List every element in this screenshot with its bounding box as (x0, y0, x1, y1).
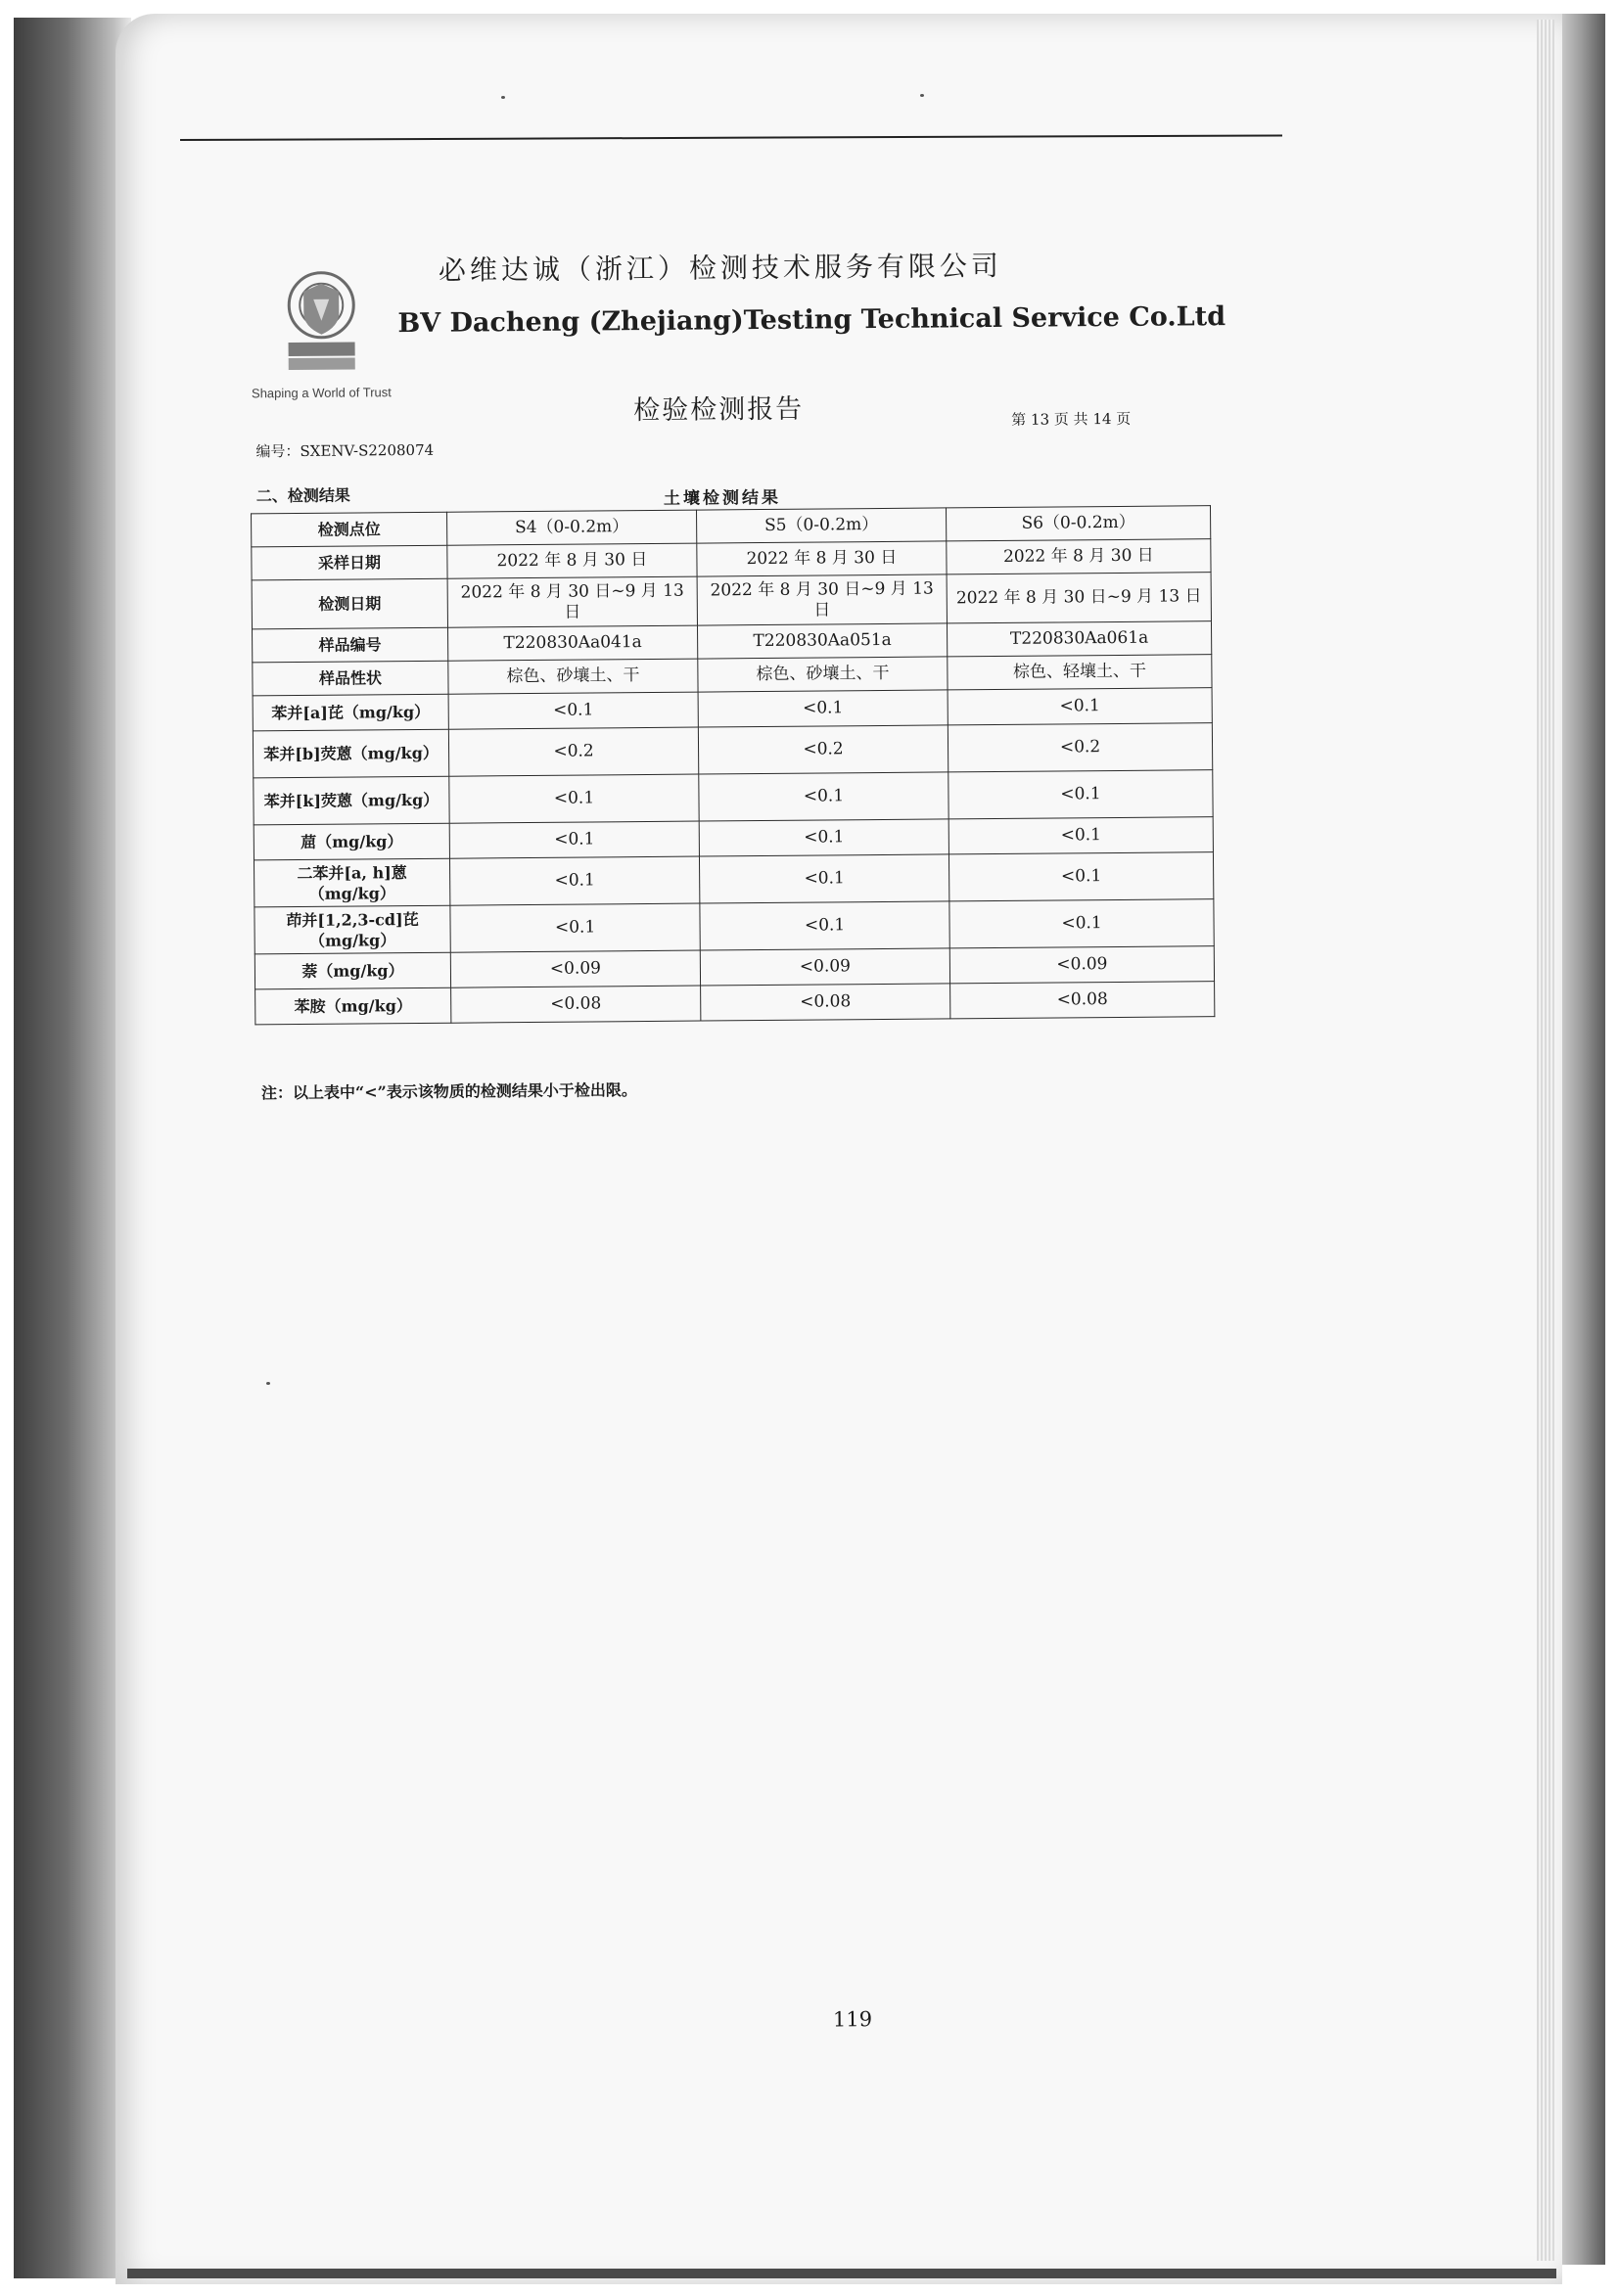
row-label: 苯并[k]荧蒽（mg/kg） (254, 776, 449, 825)
table-cell: 棕色、砂壤土、干 (448, 659, 698, 694)
table-cell: <0.1 (449, 821, 699, 858)
section-heading: 二、检测结果 (255, 485, 350, 506)
table-cell: <0.1 (449, 856, 699, 905)
row-label: 茚并[1,2,3-cd]芘（mg/kg） (254, 905, 450, 954)
table-cell: <0.09 (949, 946, 1214, 984)
company-tagline: Shaping a World of Trust (251, 385, 392, 401)
table-cell: 2022 年 8 月 30 日~9 月 13 日 (447, 576, 697, 627)
table-cell: 棕色、砂壤土、干 (698, 657, 948, 692)
scan-speck (501, 96, 505, 99)
table-cell: <0.1 (699, 854, 948, 903)
row-label: 检测点位 (252, 512, 447, 547)
row-label: 检测日期 (252, 578, 447, 629)
table-cell: <0.09 (700, 948, 949, 986)
row-label: 䓛（mg/kg） (254, 823, 449, 860)
table-cell: 2022 年 8 月 30 日 (447, 543, 697, 578)
table-cell: 2022 年 8 月 30 日~9 月 13 日 (947, 573, 1211, 623)
row-label: 采样日期 (252, 545, 447, 580)
table-cell: <0.1 (948, 770, 1213, 819)
table-cell: T220830Aa061a (947, 621, 1211, 657)
table-cell: <0.1 (450, 903, 700, 952)
table-cell: <0.1 (948, 817, 1213, 854)
table-cell: 2022 年 8 月 30 日~9 月 13 日 (697, 574, 947, 625)
table-cell: <0.1 (699, 819, 948, 856)
scan-speck (920, 94, 924, 97)
soil-results-table (251, 505, 1215, 1025)
table-caption: 土壤检测结果 (663, 487, 781, 509)
table-cell: S6（0-0.2m） (946, 506, 1210, 541)
table-row (254, 770, 1213, 825)
table-row (255, 982, 1215, 1025)
row-label: 苯并[a]芘（mg/kg） (253, 694, 448, 731)
report-title: 检验检测报告 (633, 393, 805, 427)
page-count: 第 13 页 共 14 页 (1011, 409, 1132, 429)
table-cell: <0.1 (699, 772, 948, 821)
row-label: 苯并[b]荧蒽（mg/kg） (253, 729, 448, 778)
table-cell: <0.1 (948, 852, 1213, 901)
table-cell: S4（0-0.2m） (447, 510, 697, 545)
table-cell: <0.08 (950, 982, 1215, 1019)
table-cell: 棕色、轻壤土、干 (948, 655, 1212, 690)
table-cell: <0.08 (451, 986, 701, 1023)
row-label: 样品性状 (253, 661, 448, 696)
table-cell: <0.1 (448, 692, 698, 729)
table-cell: T220830Aa041a (448, 625, 698, 661)
row-label: 样品编号 (253, 627, 448, 663)
table-cell: <0.08 (701, 984, 950, 1021)
page-number: 119 (832, 2007, 873, 2032)
company-name-chinese: 必维达诚（浙江）检测技术服务有限公司 (438, 249, 1003, 287)
table-cell: <0.09 (450, 950, 700, 987)
table-cell: <0.2 (698, 725, 948, 774)
table-cell: S5（0-0.2m） (697, 508, 947, 543)
report-number: 编号：SXENV-S2208074 (255, 440, 435, 461)
table-cell: 2022 年 8 月 30 日 (697, 541, 947, 576)
company-name-english: BV Dacheng (Zhejiang)Testing Technical Service Co.Ltd (397, 301, 1226, 340)
table-row (254, 899, 1214, 954)
table-cell: <0.2 (948, 723, 1212, 772)
bureau-veritas-logo (282, 269, 361, 380)
table-cell: <0.1 (698, 690, 948, 727)
row-label: 苯胺（mg/kg） (255, 987, 451, 1025)
table-row (253, 723, 1212, 778)
table-cell: <0.1 (949, 899, 1214, 948)
table-footnote: 注：以上表中“<”表示该物质的检测结果小于检出限。 (260, 1080, 637, 1103)
table-cell: <0.1 (449, 774, 699, 823)
row-label: 二苯并[a, h]蒽（mg/kg） (254, 858, 449, 907)
table-cell: <0.1 (948, 688, 1212, 725)
table-row (252, 573, 1211, 629)
table-cell: <0.1 (700, 901, 949, 950)
table-cell: 2022 年 8 月 30 日 (947, 539, 1211, 574)
table-cell: T220830Aa051a (697, 623, 947, 659)
scan-speck (266, 1382, 270, 1385)
table-cell: <0.2 (448, 727, 698, 776)
table-row (254, 852, 1213, 907)
row-label: 萘（mg/kg） (254, 952, 450, 989)
